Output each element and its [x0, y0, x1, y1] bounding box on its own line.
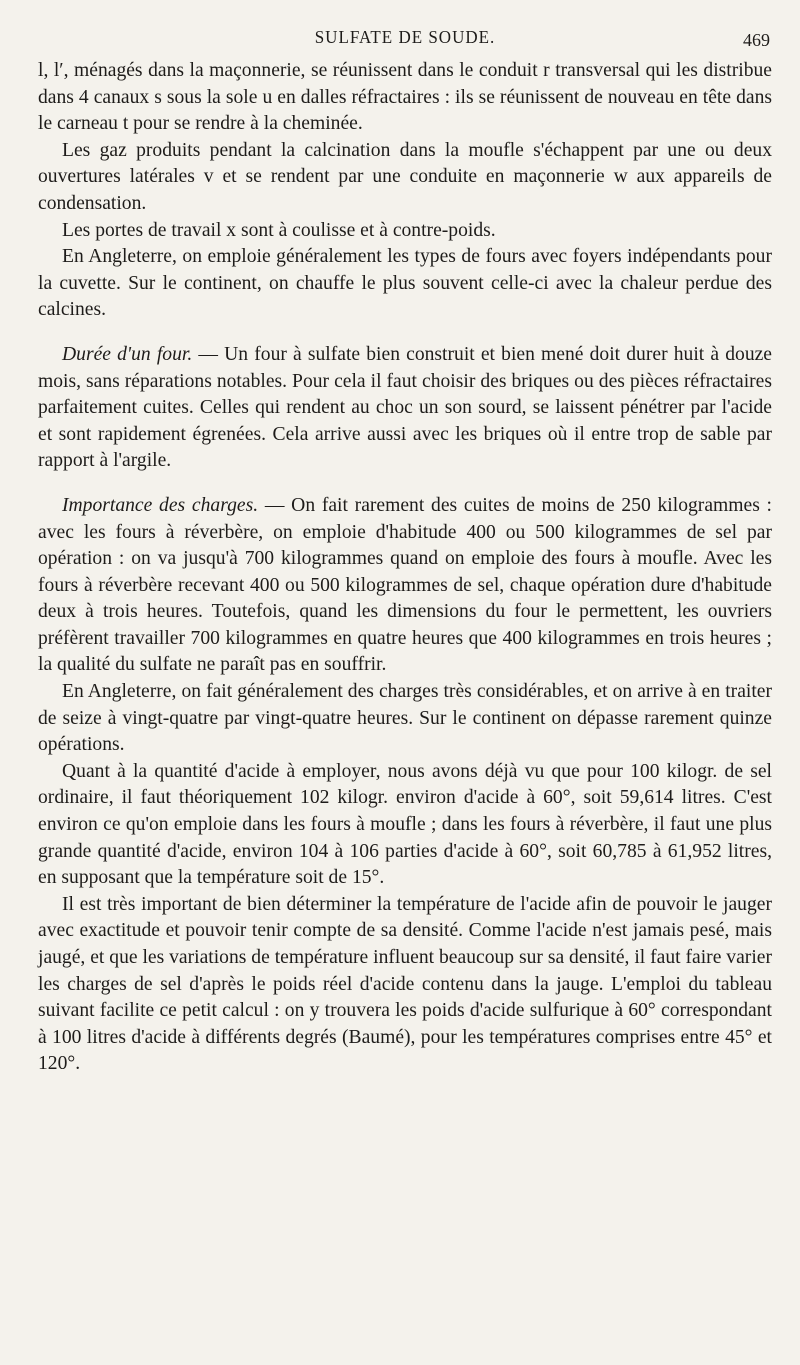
paragraph-text: Les portes de travail x sont à coulisse et à contre-poids.	[62, 219, 496, 241]
paragraph-text: Les gaz produits pendant la calcination dans la moufle s'échappent par une ou deux ouvertures latérales v et se rendent par une conduite en maçonnerie w aux appareils de condensation.	[38, 139, 772, 214]
paragraph-text: — On fait rarement des cuites de moins de 250 kilogrammes : avec les fours à réverbère, on emploie d'habitude 400 ou 500 kilogrammes de sel par opération : on va jusqu'à 700 kilogrammes quand on emploie des fours à moufle. Avec les fours à réverbère recevant 400 ou 500 kilogrammes de sel, chaque opération dure d'habitude deux à trois heures. Toutefois, quand les dimensions du four le permettent, les ouvriers préfèrent travailler 700 kilogrammes en quatre heures que 400 kilogrammes en trois heures ; la qualité du sulfate ne paraît pas en souffrir.	[38, 494, 772, 676]
paragraph-8	[38, 759, 772, 892]
paragraph-text: En Angleterre, on fait généralement des charges très considérables, et on arrive à en traiter de seize à vingt-quatre par vingt-quatre heures. Sur le continent on dépasse rarement quinze opérations.	[38, 681, 772, 756]
paragraph-1	[38, 58, 772, 138]
paragraph-text: En Angleterre, on emploie généralement les types de fours avec foyers indépendants pour la cuvette. Sur le continent, on chauffe le plus souvent celle-ci avec la chaleur perdue des calcines.	[38, 246, 772, 321]
paragraph-4	[38, 244, 772, 324]
section-heading-duree: Durée d'un four.	[62, 343, 193, 365]
body-text	[38, 58, 772, 1078]
paragraph-text: — Un four à sulfate bien construit et bien mené doit durer huit à douze mois, sans réparations notables. Pour cela il faut choisir des briques ou des pièces réfractaires parfaitement cuites. Celles qui rendent au choc un son sourd, se laissent pénétrer par l'acide et sont rapidement égrenées. Cela arrive aussi avec les briques où il entre trop de sable par rapport à l'argile.	[38, 343, 773, 472]
paragraph-3	[38, 218, 772, 245]
paragraph-text: Quant à la quantité d'acide à employer, nous avons déjà vu que pour 100 kilogr. de sel ordinaire, il faut théoriquement 102 kilogr. environ d'acide à 60°, soit 59,614 litres. C'est environ ce qu'on emploie dans les fours à moufle ; dans les fours à réverbère, il faut une plus grande quantité d'acide, environ 104 à 106 parties d'acide à 60°, soit 60,785 à 61,952 litres, en supposant que la température soit de 15°.	[38, 760, 772, 889]
paragraph-duree	[38, 342, 772, 475]
paragraph-importance	[38, 493, 772, 679]
paragraph-text: Il est très important de bien déterminer la température de l'acide afin de pouvoir le jauger avec exactitude et pouvoir tenir compte de sa densité. Comme l'acide n'est jamais pesé, mais jaugé, et que les variations de température influent beaucoup sur sa densité, il faut faire varier les charges de sel d'après le poids réel d'acide contenu dans la jauge. L'emploi du tableau suivant facilite ce petit calcul : on y trouvera les poids d'acide sulfurique à 60° correspondant à 100 litres d'acide à différents degrés (Baumé), pour les températures comprises entre 45° et 120°.	[38, 893, 772, 1075]
section-heading-importance: Importance des charges.	[62, 494, 259, 516]
paragraph-2	[38, 138, 772, 218]
running-title: SULFATE DE SOUDE.	[314, 27, 496, 48]
paragraph-9	[38, 892, 772, 1078]
page-header	[38, 22, 772, 58]
paragraph-7	[38, 679, 772, 759]
paragraph-text: l, l′, ménagés dans la maçonnerie, se réunissent dans le conduit r transversal qui les distribue dans 4 canaux s sous la sole u en dalles réfractaires : ils se réunissent de nouveau en tête dans le carneau t pour se rendre à la cheminée.	[38, 60, 772, 135]
page-number: 469	[743, 30, 770, 50]
